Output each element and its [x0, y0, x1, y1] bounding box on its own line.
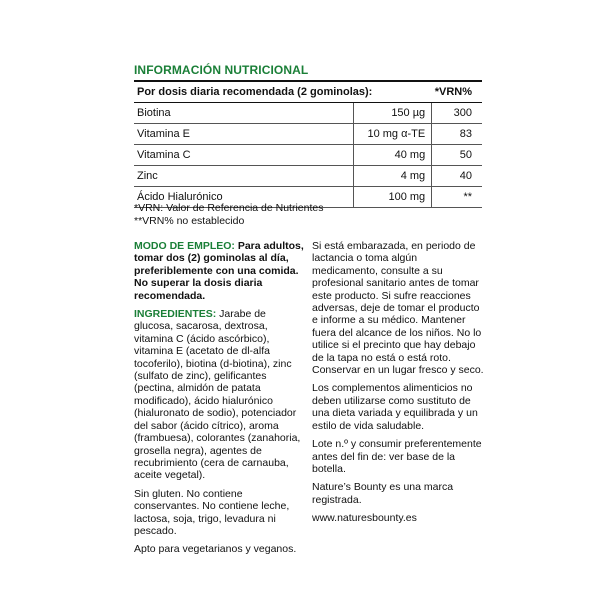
nutrient-vrn: 300 [432, 103, 482, 124]
nutrient-name: Vitamina E [134, 124, 354, 145]
nutrient-name: Zinc [134, 166, 354, 187]
table-row [134, 103, 482, 124]
nutrient-name: Ácido Hialurónico [134, 187, 354, 208]
vegetarian-statement: Apto para vegetarianos y veganos. [134, 543, 297, 556]
nutrient-vrn: 40 [432, 166, 482, 187]
nutrient-name: Biotina [134, 103, 354, 124]
warning-text: Si está embarazada, en periodo de lactancia o toma algún medicamento, consulte a su profesional sanitario antes de tomar este producto. Si sufre reacciones adversas, deje de tomar el producto e informe a su médico. Mantener fuera del alcance de los niños. No lo utilice si el precinto que hay debajo de la tapa no está o está roto. Conservar en un lugar fresco y seco. [312, 240, 484, 377]
brand-text: Nature’s Bounty es una marca registrada. [312, 481, 454, 506]
ingredients-text: Jarabe de glucosa, sacarosa, dextrosa, vitamina C (ácido ascórbico), vitamina E (acetato de dl-alfa tocoferilo), biotina (d-biotina), zinc (sulfato de zinc), gelificantes (pectina, almidón de patata modificado), ácido hialurónico (hialuronato de sodio), potenciador del sabor (ácido cítrico), aroma (frambuesa), colorantes (zanahoria, grosella negra), agentes de recubrimiento (cera de carnauba, aceite vegetal). [134, 308, 301, 482]
nutrient-amount: 150 µg [354, 103, 432, 124]
dose-header: Por dosis diaria recomendada (2 gominolas): [134, 82, 432, 103]
lote-text: Lote n.º y consumir preferentemente antes del fin de: ver base de la botella. [312, 438, 482, 475]
footnote-vrn: *VRN: Valor de Referencia de Nutrientes [134, 202, 324, 214]
nutrient-amount: 40 mg [354, 145, 432, 166]
left-column [134, 240, 306, 562]
vrn-header: *VRN% [432, 82, 482, 103]
table-row [134, 124, 482, 145]
nutrition-header-row [134, 82, 482, 103]
nutrient-name: Vitamina C [134, 145, 354, 166]
nutrient-vrn: 83 [432, 124, 482, 145]
nutrient-amount: 4 mg [354, 166, 432, 187]
gluten-statement: Sin gluten. No contiene conservantes. No contiene leche, lactosa, soja, trigo, levadura ni pescado. [134, 487, 290, 537]
table-row [134, 166, 482, 187]
nutrient-vrn: ** [432, 187, 482, 208]
nutrition-table [134, 82, 482, 208]
usage-paragraph [134, 240, 306, 302]
supplements-text: Los complementos alimenticios no deben utilizarse como sustituto de una dieta variada y equilibrada y un estilo de vida saludable. [312, 382, 478, 432]
nutrition-title: INFORMACIÓN NUTRICIONAL [134, 63, 309, 77]
website-text: www.naturesbounty.es [312, 512, 417, 525]
nutrient-amount: 100 mg [354, 187, 432, 208]
nutrient-amount: 10 mg α-TE [354, 124, 432, 145]
footnotes [134, 202, 482, 228]
ingredients-paragraph [134, 308, 306, 482]
usage-label: MODO DE EMPLEO: [134, 240, 235, 252]
right-column [312, 240, 484, 531]
footnote-not-established: **VRN% no establecido [134, 215, 245, 227]
usage-text: Para adultos, tomar dos (2) gominolas al día, preferiblemente con una comida. No superar la dosis diaria recomendada. [134, 240, 304, 302]
ingredients-label: INGREDIENTES: [134, 308, 217, 321]
table-row [134, 145, 482, 166]
nutrient-vrn: 50 [432, 145, 482, 166]
